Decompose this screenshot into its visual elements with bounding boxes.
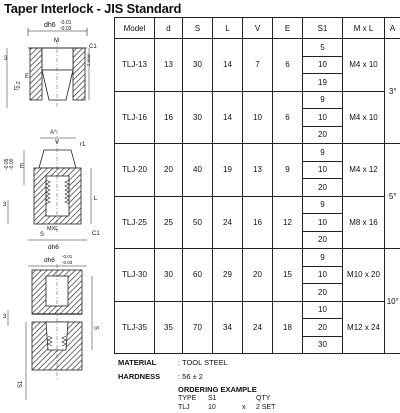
ordering-header xyxy=(242,395,256,402)
cell-d: 13 xyxy=(155,39,183,92)
ordering-value: TLJ xyxy=(178,404,190,411)
cell-s1: 10 xyxy=(303,56,343,74)
hardness-label: HARDNESS xyxy=(118,372,161,381)
cell-model: TLJ-35 xyxy=(115,301,155,354)
m-label: M xyxy=(54,38,59,44)
cell-e: 9 xyxy=(273,144,303,197)
cell-d: 35 xyxy=(155,301,183,354)
cell-v: 10 xyxy=(243,91,273,144)
cell-l: 24 xyxy=(213,196,243,249)
bottom-assembly-drawing xyxy=(3,254,101,400)
tol-2max-label: 2 max xyxy=(86,53,91,66)
cell-e: 6 xyxy=(273,39,303,92)
cell-l: 14 xyxy=(213,91,243,144)
cell-model: TLJ-16 xyxy=(115,91,155,144)
cell-mxl: M12 x 24 xyxy=(343,301,385,354)
top-bushing-drawing xyxy=(4,20,97,108)
mxl-label: MXL xyxy=(47,226,59,232)
cell-angle: 5° xyxy=(385,144,400,249)
cell-s1: 20 xyxy=(303,179,343,197)
cell-s1: 9 xyxy=(303,249,343,267)
cell-s1: 10 xyxy=(303,109,343,127)
tolerance-label: -0.01 xyxy=(60,20,72,26)
cell-mxl: M4 x 10 xyxy=(343,91,385,144)
hardness-value: : 56 ± 2 xyxy=(178,372,203,381)
cell-s1: 10 xyxy=(303,266,343,284)
e-label: E xyxy=(20,164,25,170)
column-header: M x L xyxy=(343,18,385,39)
ordering-title: ORDERING EXAMPLE xyxy=(178,385,257,394)
cell-s: 70 xyxy=(183,301,213,354)
table-row xyxy=(115,91,400,109)
cell-mxl: M4 x 12 xyxy=(343,144,385,197)
tolerance-label: -0.01 xyxy=(62,254,73,259)
r1-label: r1 xyxy=(80,142,86,148)
cell-model: TLJ-13 xyxy=(115,39,155,92)
cell-s1: 9 xyxy=(303,144,343,162)
cell-e: 6 xyxy=(273,91,303,144)
cell-d: 20 xyxy=(155,144,183,197)
cell-s1: 20 xyxy=(303,284,343,302)
cell-mxl: M10 x 20 xyxy=(343,249,385,302)
cell-mxl: M4 x 10 xyxy=(343,39,385,92)
tolerance-label: -0.03 xyxy=(60,26,72,32)
technical-drawings xyxy=(0,0,112,413)
s-label: S xyxy=(95,325,101,330)
table-row xyxy=(115,196,400,214)
column-header: L xyxy=(213,18,243,39)
column-header: S1 xyxy=(303,18,343,39)
cell-e: 15 xyxy=(273,249,303,302)
ordering-value-row xyxy=(178,404,296,411)
table-row xyxy=(115,144,400,162)
table-row xyxy=(115,301,400,319)
tolerance-label: -0.00 xyxy=(9,158,15,170)
cell-s: 60 xyxy=(183,249,213,302)
c1-label: C1 xyxy=(92,231,100,237)
column-header: S xyxy=(183,18,213,39)
ordering-header: S1 xyxy=(208,395,217,402)
e-label: E xyxy=(25,74,30,80)
cell-s1: 30 xyxy=(303,336,343,354)
v-label: V xyxy=(55,140,60,146)
dh6-label: dh6 xyxy=(48,244,59,251)
cell-model: TLJ-20 xyxy=(115,144,155,197)
cell-s1: 20 xyxy=(303,319,343,337)
three-label: 3 xyxy=(3,314,7,320)
cell-s: 30 xyxy=(183,91,213,144)
spec-table xyxy=(114,17,400,354)
material-label: MATERIAL xyxy=(118,358,157,367)
cell-s1: 9 xyxy=(303,91,343,109)
cell-s1: 5 xyxy=(303,39,343,57)
cell-v: 7 xyxy=(243,39,273,92)
l-label: L xyxy=(14,86,18,92)
cell-s1: 10 xyxy=(303,161,343,179)
column-header: d xyxy=(155,18,183,39)
cell-d: 25 xyxy=(155,196,183,249)
tol-label: -0.2 xyxy=(16,81,22,90)
cell-v: 24 xyxy=(243,301,273,354)
angle-label: A° xyxy=(50,130,57,136)
table-row xyxy=(115,249,400,267)
cell-s1: 20 xyxy=(303,231,343,249)
dh6-label: dh6 xyxy=(44,22,56,29)
cell-s: 40 xyxy=(183,144,213,197)
cell-e: 12 xyxy=(273,196,303,249)
cell-angle: 3° xyxy=(385,39,400,144)
tolerance-label: -0.05 xyxy=(4,158,10,170)
cell-l: 34 xyxy=(213,301,243,354)
column-header: V xyxy=(243,18,273,39)
ordering-value: 10 xyxy=(208,404,216,411)
cell-model: TLJ-25 xyxy=(115,196,155,249)
cell-d: 16 xyxy=(155,91,183,144)
cell-v: 13 xyxy=(243,144,273,197)
ordering-value: x xyxy=(242,404,246,411)
s-label: S xyxy=(40,232,45,238)
material-value: : TOOL STEEL xyxy=(178,358,228,367)
cell-model: TLJ-30 xyxy=(115,249,155,302)
cell-l: 14 xyxy=(213,39,243,92)
cell-s1: 10 xyxy=(303,301,343,319)
cell-s1: 9 xyxy=(303,196,343,214)
cell-l: 29 xyxy=(213,249,243,302)
cell-s1: 10 xyxy=(303,214,343,232)
s1-label: S1 xyxy=(18,380,24,388)
ordering-header: QTY xyxy=(256,395,271,402)
cell-s: 50 xyxy=(183,196,213,249)
cell-angle: 10° xyxy=(385,249,400,354)
cell-v: 16 xyxy=(243,196,273,249)
ordering-header: TYPE xyxy=(178,395,197,402)
dh6-label: dh6 xyxy=(44,257,55,264)
middle-pin-drawing xyxy=(3,130,100,251)
cell-v: 20 xyxy=(243,249,273,302)
cell-s1: 19 xyxy=(303,74,343,92)
cell-l: 19 xyxy=(213,144,243,197)
ordering-value: 2 SET xyxy=(256,404,276,411)
page-title: Taper Interlock - JIS Standard xyxy=(4,1,182,16)
cell-e: 18 xyxy=(273,301,303,354)
l-label: L xyxy=(94,196,98,202)
column-header: E xyxy=(273,18,303,39)
ordering-header-row xyxy=(178,395,296,402)
three-label: 3 xyxy=(4,56,8,62)
cell-mxl: M8 x 16 xyxy=(343,196,385,249)
c1-label: C1 xyxy=(89,44,97,50)
table-row xyxy=(115,39,400,57)
cell-d: 30 xyxy=(155,249,183,302)
cell-s1: 20 xyxy=(303,126,343,144)
three-label: 3 xyxy=(3,202,7,208)
column-header: A xyxy=(385,18,400,39)
column-header: Model xyxy=(115,18,155,39)
cell-s: 30 xyxy=(183,39,213,92)
table-header-row xyxy=(115,18,400,39)
tolerance-label: -0.03 xyxy=(62,260,73,265)
